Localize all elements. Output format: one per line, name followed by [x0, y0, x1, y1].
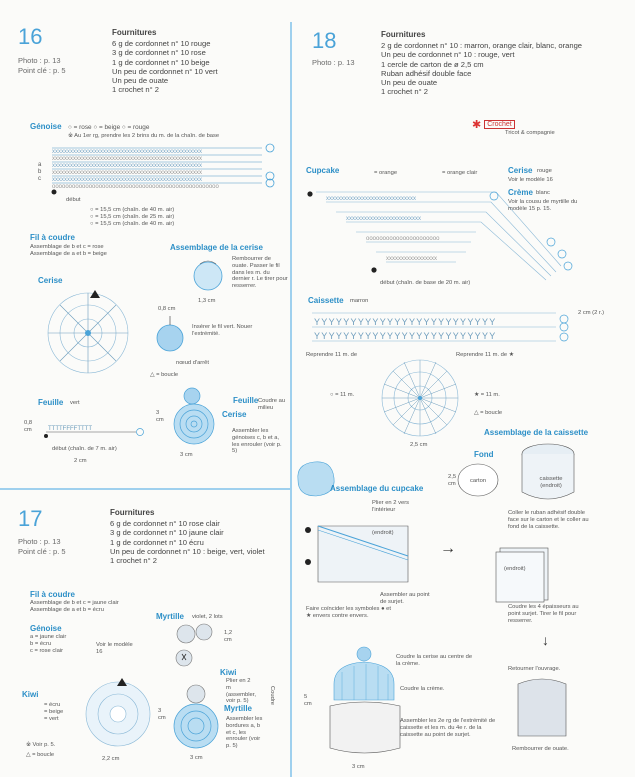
fil17-lines [30, 600, 119, 614]
cupcake-debut: début (chaîn. de base de 20 m. air) [380, 280, 471, 286]
caissette-chart [306, 305, 586, 355]
fil-line: Assemblage de b et c = rose [30, 244, 104, 250]
list-item: 3 g de cordonnet n° 10 jaune clair [110, 528, 224, 538]
feuille-dim: 2 cm [74, 458, 87, 464]
arrow-down-icon: ↓ [542, 632, 549, 648]
assemblage-cupcake-title: Assemblage du cupcake [330, 484, 424, 493]
boucle17: △ = boucle [26, 752, 55, 758]
roll-illustration [172, 386, 222, 446]
fil-a-coudre-title: Fil à coudre [30, 233, 75, 242]
genoise-note: ※ Au 1er rg, prendre les 2 brins du m. de la chaîn. de base [68, 133, 220, 139]
pattern-18-number: 18 [312, 28, 337, 53]
svg-text:xxxxxxxxxxxxxxxxxxxxxxxxxxxxxx: xxxxxxxxxxxxxxxxxxxxxxxxxxxxxxxxxxxxxxxxxxxxxxxxxx [52, 177, 202, 183]
assembler-2rg: Assembler les 2e rg de l'extrémité de caissette et les m. du 4e r. de la caissette au point de surjet. [400, 718, 496, 738]
assembler-surjet: Assembler au point de surjet. [380, 592, 430, 605]
svg-text:TTTTFFFFTTTT: TTTTFFFFTTTT [48, 426, 92, 432]
list-item: 6 g de cordonnet n° 10 rouge [112, 39, 211, 48]
cerise18-color: rouge [537, 168, 552, 174]
roll-dim2: 3 cm [180, 452, 193, 458]
coller-note: Coller le ruban adhésif double face sur le carton et le coller au fond de la caissette. [508, 510, 589, 530]
genoise-row: ○ = 15,5 cm (chaîn. de 40 m. air) [90, 220, 175, 227]
pattern-16-fournitures-title: Fournitures [112, 28, 157, 37]
assemblage-cerise-note: Rembourrer de ouate. Passer le fil dans les m. du dernier r. Le tirer pour resserrer. [232, 256, 288, 290]
svg-text:b: b [38, 169, 42, 175]
pattern-18-photo: Photo : p. 13 [312, 58, 355, 67]
reprendre-2: Reprendre 11 m. de ★ [456, 352, 514, 358]
myrtille-note: Assembler les bordures a, b et c, les enrouler (voir p. 5) [226, 716, 263, 750]
pattern-17-number: 17 [18, 506, 43, 531]
creme-illustration [292, 456, 342, 502]
kiwi-label: Kiwi [220, 668, 237, 677]
caissette-cup-illustration [518, 440, 578, 506]
coudre-creme: Coudre la crème. [400, 686, 445, 692]
pattern-17-point: Point clé : p. 5 [18, 547, 66, 556]
list-item: 1 g de cordonnet n° 10 beige [112, 57, 210, 67]
cerise18-title: Cerise [508, 166, 533, 175]
fil-line: Assemblage de b et c = jaune clair [30, 600, 119, 606]
creme-note: Voir la cousu de myrtille du modèle 15 p. 15. [508, 199, 578, 212]
horizontal-divider [0, 488, 291, 490]
feuille-color: vert [70, 400, 80, 406]
cupcake-title: Cupcake [306, 166, 340, 175]
pattern-18-fournitures-list [381, 41, 601, 97]
logo-sub: Tricot & compagnie [505, 130, 555, 136]
list-item: 1 crochet n° 2 [110, 556, 157, 566]
carton-label: carton [470, 478, 487, 484]
pattern-17-fournitures-list [110, 519, 284, 565]
kiwi-note: Plier en 2 m (assembler, voir p. 5) [226, 678, 256, 705]
caissette-dim2: 2,5 cm [448, 474, 457, 487]
svg-text:oooooooooooooooooooooo: oooooooooooooooooooooo [366, 236, 440, 242]
cerise18-note: Voir le modèle 16 [508, 177, 553, 183]
feuille-debut: début (chaîn. de 7 m. air) [52, 446, 117, 452]
list-item: Un peu de cordonnet n° 10 : rouge, vert [381, 50, 515, 60]
legend-line: = vert [44, 715, 59, 722]
genoise17-legend [30, 634, 66, 654]
fil17-title: Fil à coudre [30, 590, 75, 599]
genoise17-title: Génoise [30, 624, 62, 633]
kiwi-roll-dim2: 3 cm [190, 755, 203, 761]
caissette-folded-illustration [494, 544, 554, 604]
legend-line: c = rose clair [30, 647, 64, 654]
rembourrer: Rembourrer de ouate. [512, 746, 569, 752]
svg-text:xxxxxxxxxxxxxxxxxxxxxxxxx: xxxxxxxxxxxxxxxxxxxxxxxxx [346, 216, 421, 222]
fil-line: Assemblage de a et b = écru [30, 606, 104, 613]
genoise-chart [32, 142, 282, 202]
roll-dim: 3 cm [156, 410, 164, 423]
dim-5: 5 cm [304, 694, 312, 707]
fond-title: Fond [474, 450, 494, 459]
logo-text: Crochet [484, 120, 515, 129]
kiwi-chart [82, 674, 152, 754]
cerise-title: Cerise [38, 276, 63, 285]
list-item: Un peu de ouate [112, 76, 169, 86]
svg-text:c: c [38, 176, 41, 182]
pattern-17-fournitures-title: Fournitures [110, 508, 155, 517]
boucle18: △ = boucle [474, 410, 503, 416]
cerise-ball-2 [150, 318, 190, 358]
cupcake-legend-1: = orange [374, 170, 398, 176]
caissette-rows: 2 cm (2 r.) [578, 310, 605, 316]
feuille-dim2: 0,8 cm [24, 420, 33, 433]
pattern-18-fournitures-title: Fournitures [381, 30, 426, 39]
cerise-ball-illustration [190, 258, 230, 298]
vertical-divider [290, 22, 292, 777]
feuille-label: Feuille [233, 396, 259, 405]
pattern-16-number: 16 [18, 24, 43, 49]
list-item: 2 g de cordonnet n° 10 : marron, orange clair, blanc, orange [381, 41, 583, 50]
myrtille-dim: 1,2 cm [224, 630, 233, 643]
kiwi-title: Kiwi [22, 690, 39, 699]
myrtille-label: Myrtille [224, 704, 253, 713]
caissette-color: marron [350, 298, 369, 304]
svg-text:a: a [38, 162, 42, 168]
svg-text:xxxxxxxxxxxxxxxxxxxxxxxxxxxxxx: xxxxxxxxxxxxxxxxxxxxxxxxxxxxxxxxxxxxxxxxxxxxxxxxxx [52, 170, 202, 176]
legend-line: b = écru [30, 640, 52, 647]
reprendre-1: Reprendre 11 m. de [306, 352, 358, 358]
genoise-row: ○ = 15,5 cm (chaîn. de 40 m. air) [90, 207, 175, 213]
voir-p5: ※ Voir p. 5. [26, 742, 56, 748]
kiwi-dim: 2,2 cm [102, 756, 120, 762]
list-item: 1 cercle de carton de ø 2,5 cm [381, 59, 484, 69]
genoise-legend: ○ = rose ○ = beige ○ = rouge [68, 124, 150, 131]
cupcake-legend-2: = orange clair [442, 170, 478, 176]
faire-coincider: Faire coïncider les symboles ● et ★ envers contre envers. [306, 606, 392, 619]
caissette-fond-chart [376, 358, 466, 440]
list-item: 6 g de cordonnet n° 10 rose clair [110, 519, 220, 528]
endroit-label: (endroit) [504, 566, 526, 572]
svg-text:xxxxxxxxxxxxxxxxxxxxxxxxxxxxxx: xxxxxxxxxxxxxxxxxxxxxxxxxxxxxxxxxxxxxxxxxxxxxxxxxx [52, 163, 202, 169]
cerise-label: Cerise [222, 410, 247, 419]
kiwi-roll-dim: 3 cm [158, 708, 166, 721]
pattern-16-photo: Photo : p. 13 [18, 56, 61, 65]
caissette-endroit: caissette (endroit) [539, 476, 563, 489]
myrtille-illustration [172, 622, 222, 670]
cerise-dim: 1,3 cm [198, 298, 216, 304]
caissette-dim: 2,5 cm [410, 442, 428, 448]
list-item: Un peu de ouate [381, 78, 438, 88]
cerise-chart [40, 288, 140, 378]
svg-text:xxxxxxxxxxxxxxxxx: xxxxxxxxxxxxxxxxx [386, 256, 437, 262]
circle-label-1: ○ = 11 m. [330, 392, 355, 398]
creme-color: blanc [536, 190, 550, 196]
bouclette-label: △ = boucle [150, 372, 179, 378]
legend-line: = écru [44, 702, 61, 708]
genoise-title: Génoise [30, 122, 62, 131]
insert-note: Insérer le fil vert. Nouer l'extrémité. [192, 324, 253, 337]
cerise-dim2: 0,8 cm [158, 306, 176, 312]
list-item: Un peu de cordonnet n° 10 vert [112, 66, 218, 76]
plier-note: Plier en 2 vers l'intérieur [372, 500, 410, 513]
star-logo-icon: ✱ [472, 119, 482, 131]
list-item: Un peu de cordonnet n° 10 : beige, vert, violet [110, 546, 265, 556]
list-item: 1 crochet n° 2 [112, 85, 159, 95]
retourner: Retourner l'ouvrage. [508, 666, 561, 672]
kiwi-roll-illustration [170, 682, 224, 750]
fil-line: Assemblage de a et b = beige [30, 250, 107, 257]
coudre-epaisseurs: Coudre les 4 épaisseurs au point surjet. Tirer le fil pour resserrer. [508, 604, 579, 624]
pattern-16-fournitures-list [112, 39, 282, 95]
kiwi-legend [28, 702, 63, 722]
svg-text:xxxxxxxxxxxxxxxxxxxxxxxxxxxxxx: xxxxxxxxxxxxxxxxxxxxxxxxxxxxxx [326, 196, 416, 202]
caissette-title: Caissette [308, 296, 344, 305]
svg-text:YYYYYYYYYYYYYYYYYYYYYYYYY: YYYYYYYYYYYYYYYYYYYYYYYYY [314, 317, 497, 327]
svg-text:oooooooooooooooooooooooooooooo: oooooooooooooooooooooooooooooooooooooooooooooooooo [52, 184, 219, 190]
fil-a-coudre-lines [30, 244, 107, 258]
list-item: 1 crochet n° 2 [381, 87, 428, 97]
genoise-rows [90, 207, 174, 227]
assemblage-cerise-title: Assemblage de la cerise [170, 243, 263, 252]
legend-line: a = jaune clair [30, 634, 67, 640]
genoise-row: ○ = 15,5 cm (chaîn. de 25 m. air) [90, 213, 175, 220]
endroit-label-2: (endroit) [372, 530, 394, 536]
circle-label-2: ★ = 11 m. [474, 392, 500, 398]
coudre-vertical: Coudre [268, 686, 275, 706]
creme-title: Crème [508, 188, 533, 197]
pattern-16-point: Point clé : p. 5 [18, 66, 66, 75]
assembler-note: Assembler les génoises c, b et a, les enrouler (voir p. 5) [232, 428, 282, 455]
pattern-17-photo: Photo : p. 13 [18, 537, 61, 546]
noeud-label: nœud d'arrêt [176, 360, 210, 366]
coudre-cerise: Coudre la cerise au centre de la crème. [396, 654, 473, 667]
cupcake-assembly-illustration [300, 516, 430, 596]
feuille-chart [36, 418, 146, 442]
coudre-milieu: Coudre au milieu [258, 398, 286, 411]
genoise-debut: début [66, 197, 81, 203]
feuille-title: Feuille [38, 398, 64, 407]
svg-text:xxxxxxxxxxxxxxxxxxxxxxxxxxxxxx: xxxxxxxxxxxxxxxxxxxxxxxxxxxxxxxxxxxxxxxxxxxxxxxxxx [52, 149, 202, 155]
list-item: Ruban adhésif double face [381, 68, 472, 78]
myrtille-title: Myrtille [156, 612, 185, 621]
svg-text:YYYYYYYYYYYYYYYYYYYYYYYYY: YYYYYYYYYYYYYYYYYYYYYYYYY [314, 331, 497, 341]
caissette-filled-illustration [512, 674, 572, 744]
myrtille-color: violet, 2 lots [192, 614, 223, 620]
legend-line: = beige [44, 708, 64, 715]
svg-text:xxxxxxxxxxxxxxxxxxxxxxxxxxxxxx: xxxxxxxxxxxxxxxxxxxxxxxxxxxxxxxxxxxxxxxxxxxxxxxxxx [52, 156, 202, 162]
list-item: 1 g de cordonnet n° 10 écru [110, 537, 204, 547]
assemblage-caissette-title: Assemblage de la caissette [484, 428, 589, 437]
voir-modele: Voir le modèle 16 [96, 642, 133, 655]
arrow-right-icon: → [440, 540, 456, 557]
list-item: 3 g de cordonnet n° 10 rose [112, 48, 206, 58]
dim-3: 3 cm [352, 764, 365, 770]
